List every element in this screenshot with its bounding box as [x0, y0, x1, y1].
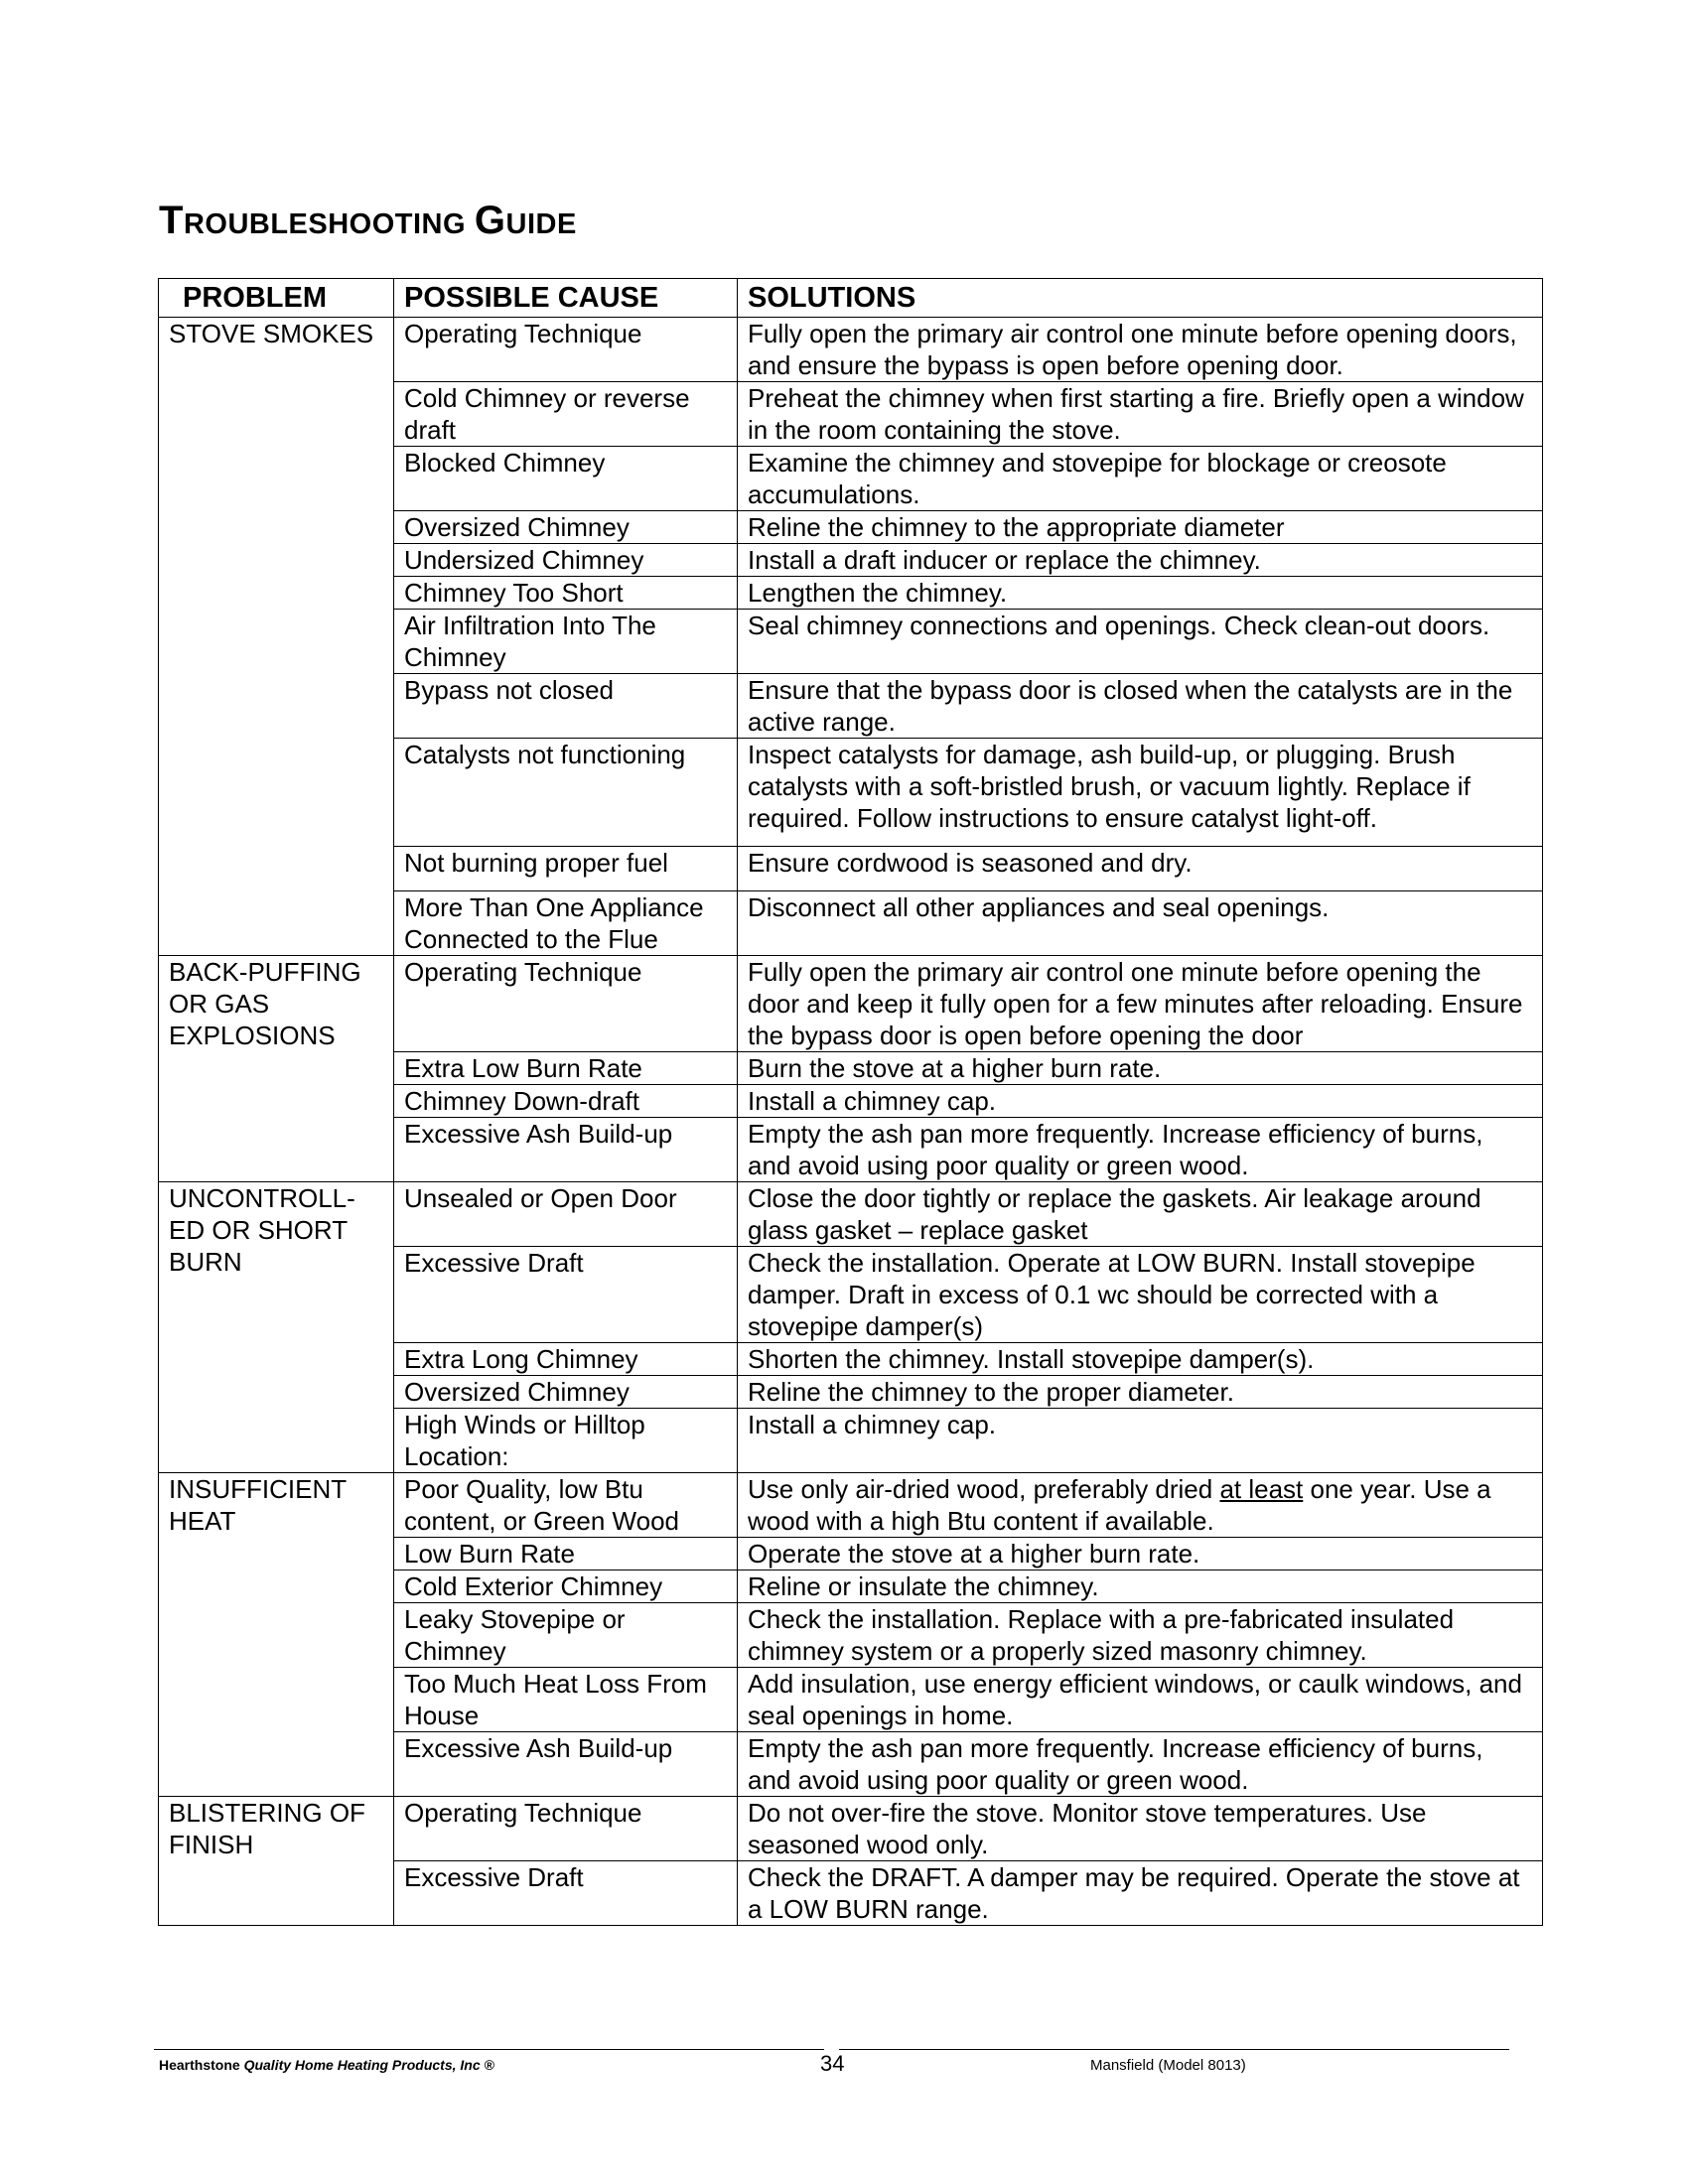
table-row [159, 1797, 1543, 1861]
problem-cell: UNCONTROLL-ED OR SHORT BURN [159, 1182, 394, 1473]
cause-cell: Operating Technique [394, 956, 738, 1052]
solution-cell: Reline or insulate the chimney. [738, 1570, 1543, 1603]
solution-cell: Operate the stove at a higher burn rate. [738, 1538, 1543, 1570]
cause-cell: Chimney Down-draft [394, 1085, 738, 1118]
solution-cell: Install a draft inducer or replace the chimney. [738, 544, 1543, 577]
solution-cell: Add insulation, use energy efficient windows, or caulk windows, and seal openings in home. [738, 1668, 1543, 1732]
cause-cell: Not burning proper fuel [394, 847, 738, 891]
cause-cell: Excessive Draft [394, 1247, 738, 1343]
footer-model: Mansfield (Model 8013) [1090, 2057, 1246, 2074]
cause-cell: Undersized Chimney [394, 544, 738, 577]
header-problem: PROBLEM [159, 279, 394, 318]
solution-cell: Shorten the chimney. Install stovepipe damper(s). [738, 1343, 1543, 1376]
solution-cell: Use only air-dried wood, preferably dried at least one year. Use a wood with a high Btu content if available. [738, 1473, 1543, 1538]
problem-cell: BLISTERING OF FINISH [159, 1797, 394, 1926]
cause-cell: Extra Long Chimney [394, 1343, 738, 1376]
cause-cell: Poor Quality, low Btu content, or Green Wood [394, 1473, 738, 1538]
solution-cell: Check the DRAFT. A damper may be required. Operate the stove at a LOW BURN range. [738, 1861, 1543, 1926]
solution-cell: Ensure cordwood is seasoned and dry. [738, 847, 1543, 891]
solution-cell: Close the door tightly or replace the gaskets. Air leakage around glass gasket – replace gasket [738, 1182, 1543, 1247]
problem-cell: BACK-PUFFING OR GAS EXPLOSIONS [159, 956, 394, 1182]
problem-cell: STOVE SMOKES [159, 318, 394, 956]
cause-cell: Oversized Chimney [394, 1376, 738, 1409]
solution-cell: Ensure that the bypass door is closed when the catalysts are in the active range. [738, 674, 1543, 739]
solution-cell: Fully open the primary air control one minute before opening doors, and ensure the bypass is open before opening door. [738, 318, 1543, 382]
footer-rule-right [839, 2049, 1509, 2050]
troubleshooting-table [158, 278, 1543, 1926]
problem-cell: INSUFFICIENT HEAT [159, 1473, 394, 1797]
solution-cell: Seal chimney connections and openings. Check clean-out doors. [738, 610, 1543, 674]
solution-cell: Check the installation. Operate at LOW BURN. Install stovepipe damper. Draft in excess of 0.1 wc should be corrected with a stovepipe damper(s) [738, 1247, 1543, 1343]
solution-cell: Empty the ash pan more frequently. Increase efficiency of burns, and avoid using poor quality or green wood. [738, 1118, 1543, 1182]
cause-cell: Unsealed or Open Door [394, 1182, 738, 1247]
table-row [159, 956, 1543, 1052]
cause-cell: Air Infiltration Into The Chimney [394, 610, 738, 674]
header-solutions: SOLUTIONS [738, 279, 1543, 318]
cause-cell: Leaky Stovepipe or Chimney [394, 1603, 738, 1668]
cause-cell: Operating Technique [394, 1797, 738, 1861]
solution-cell: Burn the stove at a higher burn rate. [738, 1052, 1543, 1085]
solution-cell: Reline the chimney to the proper diameter. [738, 1376, 1543, 1409]
cause-cell: Too Much Heat Loss From House [394, 1668, 738, 1732]
cause-cell: Excessive Ash Build-up [394, 1732, 738, 1797]
cause-cell: High Winds or Hilltop Location: [394, 1409, 738, 1473]
cause-cell: Chimney Too Short [394, 577, 738, 610]
solution-cell: Examine the chimney and stovepipe for blockage or creosote accumulations. [738, 447, 1543, 511]
table-row [159, 1473, 1543, 1538]
cause-cell: Low Burn Rate [394, 1538, 738, 1570]
solution-cell: Reline the chimney to the appropriate diameter [738, 511, 1543, 544]
table-body [159, 318, 1543, 1926]
cause-cell: Oversized Chimney [394, 511, 738, 544]
cause-cell: Extra Low Burn Rate [394, 1052, 738, 1085]
page-title: TROUBLESHOOTING GUIDE [159, 199, 577, 242]
solution-cell: Inspect catalysts for damage, ash build-up, or plugging. Brush catalysts with a soft-bristled brush, or vacuum lightly. Replace if required. Follow instructions to ensure catalyst light-off. [738, 739, 1543, 847]
footer-rule-left [154, 2049, 824, 2050]
solution-cell: Do not over-fire the stove. Monitor stove temperatures. Use seasoned wood only. [738, 1797, 1543, 1861]
cause-cell: Operating Technique [394, 318, 738, 382]
solution-cell: Disconnect all other appliances and seal openings. [738, 891, 1543, 956]
solution-cell: Install a chimney cap. [738, 1409, 1543, 1473]
header-possible-cause: POSSIBLE CAUSE [394, 279, 738, 318]
table-row [159, 318, 1543, 382]
solution-cell: Preheat the chimney when first starting a fire. Briefly open a window in the room containing the stove. [738, 382, 1543, 447]
solution-cell: Empty the ash pan more frequently. Increase efficiency of burns, and avoid using poor quality or green wood. [738, 1732, 1543, 1797]
cause-cell: Catalysts not functioning [394, 739, 738, 847]
solution-cell: Install a chimney cap. [738, 1085, 1543, 1118]
cause-cell: Excessive Ash Build-up [394, 1118, 738, 1182]
solution-cell: Fully open the primary air control one minute before opening the door and keep it fully open for a few minutes after reloading. Ensure the bypass door is open before opening the door [738, 956, 1543, 1052]
table-row [159, 1182, 1543, 1247]
cause-cell: More Than One Appliance Connected to the Flue [394, 891, 738, 956]
cause-cell: Bypass not closed [394, 674, 738, 739]
cause-cell: Blocked Chimney [394, 447, 738, 511]
footer-company: Hearthstone Quality Home Heating Products, Inc ® [159, 2057, 494, 2073]
cause-cell: Cold Exterior Chimney [394, 1570, 738, 1603]
page-number: 34 [820, 2051, 845, 2076]
table-header-row [159, 279, 1543, 318]
cause-cell: Excessive Draft [394, 1861, 738, 1926]
solution-cell: Lengthen the chimney. [738, 577, 1543, 610]
cause-cell: Cold Chimney or reverse draft [394, 382, 738, 447]
solution-cell: Check the installation. Replace with a pre-fabricated insulated chimney system or a properly sized masonry chimney. [738, 1603, 1543, 1668]
